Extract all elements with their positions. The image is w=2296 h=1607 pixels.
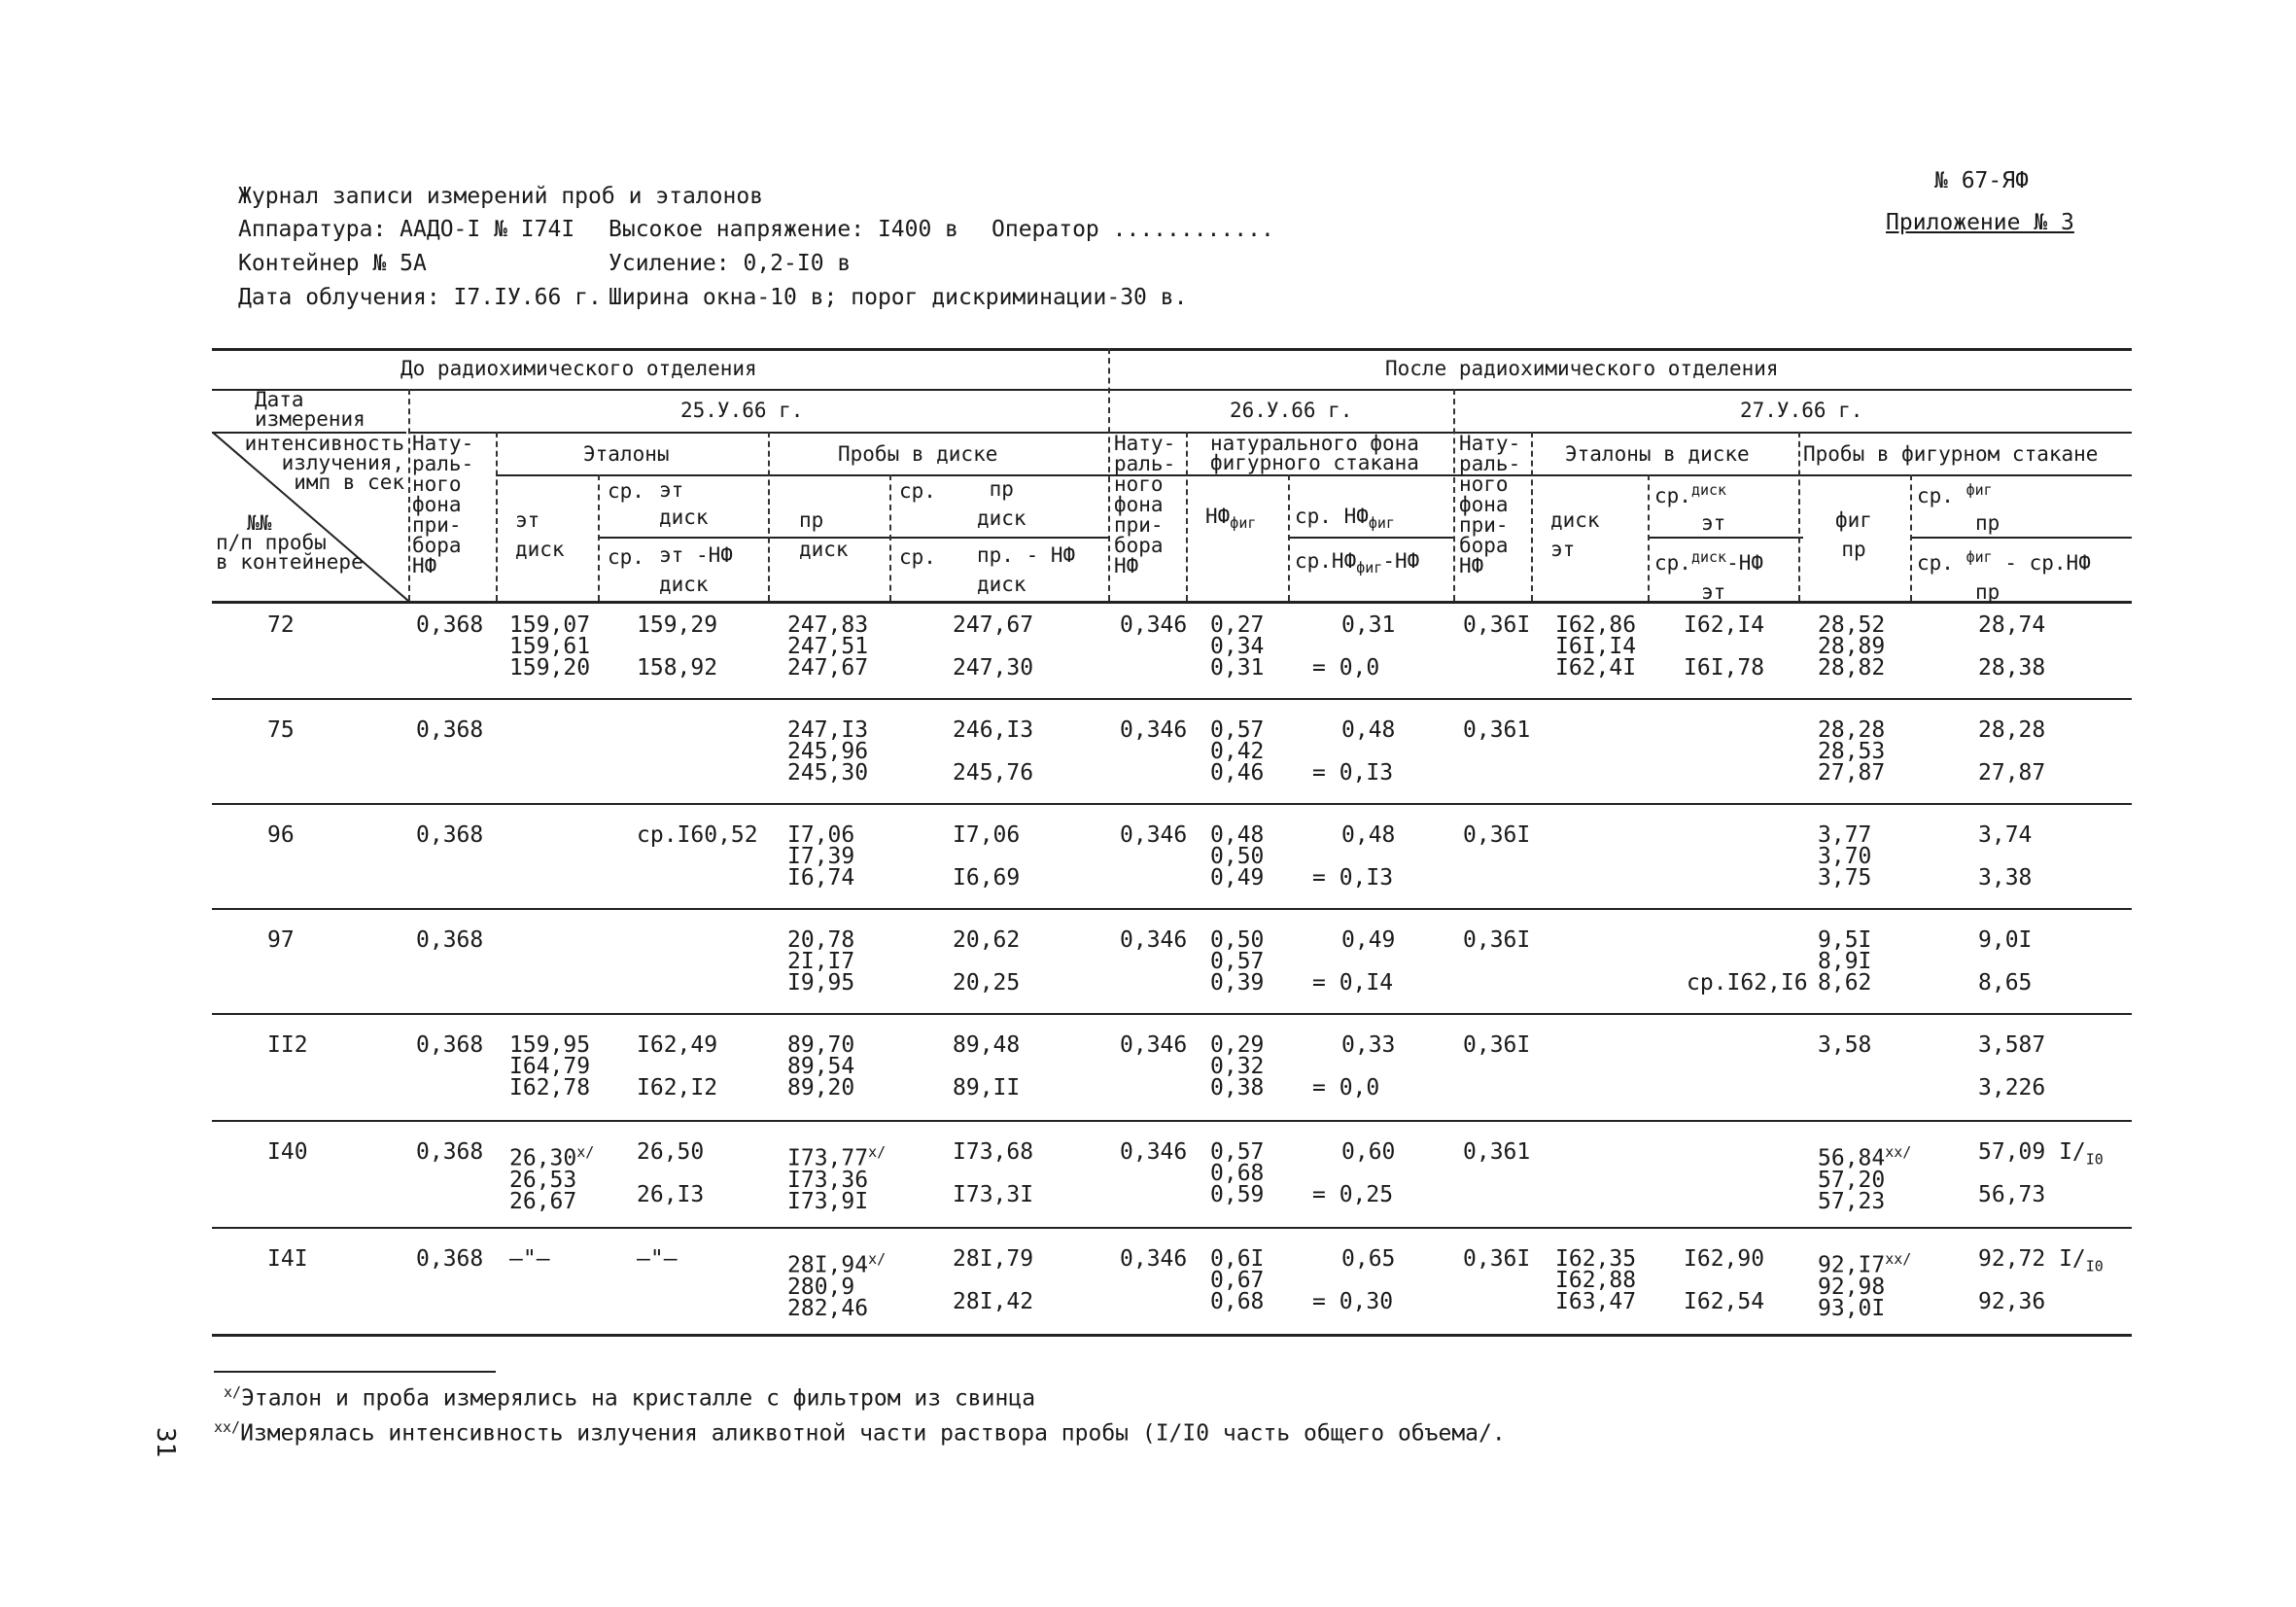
pr-disk-header: пр диск — [799, 508, 849, 561]
probes-disk-header: Пробы в диске — [838, 442, 998, 466]
row-figure-probe-mean: 28,74 — [1978, 612, 2046, 638]
row-probe-disk-measurements — [787, 929, 854, 994]
row-etalon-mean: 26,50 — [637, 1139, 705, 1165]
sr-pr-minus-header: пр. - НФ диск — [977, 543, 1076, 596]
row-figure-probe-measurements — [1818, 929, 1871, 994]
row-figure-probe-mean: 9,0I — [1978, 927, 2033, 953]
row-sample-number: 96 — [267, 822, 295, 848]
sr-pr-minus-sr: ср. — [899, 545, 936, 569]
row-etalon-measurements-value: I64,79 — [509, 1054, 591, 1079]
row-nf-figure-measurements-value: 0,31 — [1210, 655, 1265, 681]
row-probe-disk-measurements-value: 247,I3 — [787, 717, 869, 743]
row-probe-disk-measurements-value: 247,67 — [787, 655, 869, 681]
row-nf-27may: 0,36I — [1463, 612, 1531, 638]
row-nf-figure-measurements-value: 0,57 — [1210, 717, 1265, 743]
row-figure-probe-measurements-value: 3,70 — [1818, 844, 1872, 869]
row-figure-probe-mean-minus-nf: 28,38 — [1978, 655, 2046, 681]
row-probe-disk-mean-minus-nf: 89,II — [953, 1075, 1021, 1100]
sr-nf-fig-header: ср. $НФ_{фиг}$ — [1295, 505, 1395, 533]
row-nf-26may: 0,346 — [1120, 1032, 1188, 1058]
row-figure-probe-measurements-value: 8,9I — [1818, 949, 1872, 974]
date-25-may: 25.У.66 г. — [680, 399, 804, 422]
row-nf-figure-mean-minus-nf: = 0,I3 — [1312, 865, 1394, 891]
row-probe-disk-mean: 28I,79 — [953, 1246, 1034, 1272]
row-nf-figure-measurements-value: 0,50 — [1210, 927, 1265, 953]
row-etalon-mean-minus-nf: 26,I3 — [637, 1182, 705, 1207]
row-probe-disk-measurements-value: 247,83 — [787, 612, 869, 638]
row-figure-probe-mean-minus-nf: 3,226 — [1978, 1075, 2046, 1100]
row-disk-etalon-measurements — [1555, 1248, 1636, 1312]
corner-number-label: №№ п/п пробы в контейнере — [216, 511, 364, 574]
row-nf-figure-mean-minus-nf: = 0,25 — [1312, 1182, 1394, 1207]
row-probe-disk-measurements-value: 89,70 — [787, 1032, 855, 1058]
row-etalon-measurements-value: 159,20 — [509, 655, 591, 681]
corner-date-label: Дата измерения — [255, 388, 365, 431]
row-etalon-measurements-value: 26,53 — [509, 1167, 577, 1193]
row-figure-probe-measurements-value: 57,23 — [1818, 1188, 1886, 1214]
sr-pr-disk-header: пр диск — [977, 477, 1026, 530]
row-nf-figure-measurements-value: 0,68 — [1210, 1161, 1265, 1186]
row-figure-probe-measurements-value: 28,53 — [1818, 739, 1886, 764]
row-figure-probe-measurements-value: 3,77 — [1818, 822, 1872, 848]
row-etalon-mean-minus-nf: I62,I2 — [637, 1075, 718, 1100]
sr-et-minus-sr: ср. — [608, 545, 644, 569]
row-etalon-measurements-value: 159,61 — [509, 634, 591, 659]
row-probe-disk-measurements-value: I9,95 — [787, 970, 855, 996]
row-etalon-measurements-value: $26,30^{х/}$ — [509, 1143, 595, 1171]
row-probe-disk-measurements — [787, 719, 868, 784]
row-nf-27may: 0,36I — [1463, 822, 1531, 848]
row-figure-probe-mean-minus-nf: 56,73 — [1978, 1182, 2046, 1207]
row-etalon-measurements-value: I62,78 — [509, 1075, 591, 1100]
row-nf-27may: 0,36I — [1463, 1246, 1531, 1272]
row-probe-disk-measurements-value: $I73,77^{х/}$ — [787, 1143, 887, 1171]
row-probe-disk-mean-minus-nf: 28I,42 — [953, 1289, 1034, 1314]
row-probe-disk-mean-minus-nf: I6,69 — [953, 865, 1021, 891]
row-sample-number: 97 — [267, 927, 295, 953]
row-figure-probe-mean: 92,72 $I/_{I0}$ — [1978, 1246, 2104, 1275]
row-nf-before: 0,368 — [416, 822, 484, 848]
row-figure-probe-measurements-value: 3,75 — [1818, 865, 1872, 891]
row-nf-figure-measurements-value: 0,46 — [1210, 760, 1265, 786]
row-figure-probe-measurements-value: 93,0I — [1818, 1295, 1886, 1321]
appendix-label: Приложение № 3 — [1886, 210, 2074, 235]
row-nf-before: 0,368 — [416, 1139, 484, 1165]
row-probe-disk-mean-minus-nf: 245,76 — [953, 760, 1034, 786]
row-etalon-mean: I62,49 — [637, 1032, 718, 1058]
row-probe-disk-measurements-value: 280,9 — [787, 1274, 855, 1300]
row-nf-figure-measurements-value: 0,38 — [1210, 1075, 1265, 1100]
row-figure-probe-measurements-value: 28,89 — [1818, 634, 1886, 659]
row-figure-probe-measurements-value: 28,28 — [1818, 717, 1886, 743]
row-figure-probe-measurements-value: 28,82 — [1818, 655, 1886, 681]
row-etalon-measurements-value: 159,07 — [509, 612, 591, 638]
row-disk-etalon-measurements-value: I62,86 — [1555, 612, 1637, 638]
row-probe-disk-mean-minus-nf: I73,3I — [953, 1182, 1034, 1207]
row-probe-disk-measurements-value: 245,96 — [787, 739, 869, 764]
row-probe-disk-mean: 89,48 — [953, 1032, 1021, 1058]
footnote-2: $^{хх/}$Измерялась интенсивность излучения аликвотной части раствора пробы (I/I0 часть общего объема/. — [214, 1418, 1506, 1447]
row-nf-before: 0,368 — [416, 1246, 484, 1272]
row-nf-figure-measurements-value: 0,57 — [1210, 949, 1265, 974]
row-figure-probe-measurements-value: $92,I7^{хх/}$ — [1818, 1250, 1912, 1278]
row-figure-probe-mean-minus-nf: 27,87 — [1978, 760, 2046, 786]
row-nf-figure-mean: 0,48 — [1341, 717, 1396, 743]
date-27-may: 27.У.66 г. — [1740, 399, 1863, 422]
row-probe-disk-mean: 247,67 — [953, 612, 1034, 638]
row-nf-figure-mean-minus-nf: = 0,I4 — [1312, 970, 1394, 996]
row-figure-probe-mean-minus-nf: 3,38 — [1978, 865, 2033, 891]
row-sample-number: I4I — [267, 1246, 308, 1272]
sr-disk-et-minus-header: ср.$^{диск}$-НФ эт — [1654, 548, 1763, 604]
row-etalon-measurements-value: 26,67 — [509, 1188, 577, 1214]
journal-title: Журнал записи измерений проб и эталонов — [238, 184, 764, 209]
row-probe-disk-mean: I7,06 — [953, 822, 1021, 848]
row-disk-etalon-measurements-value: I62,4I — [1555, 655, 1637, 681]
row-nf-figure-measurements-value: 0,59 — [1210, 1182, 1265, 1207]
row-nf-figure-measurements — [1210, 1248, 1264, 1312]
row-etalon-mean: ср.I60,52 — [637, 822, 758, 848]
row-disk-etalon-measurements-value: I6I,I4 — [1555, 634, 1637, 659]
row-sample-number: II2 — [267, 1032, 308, 1058]
row-probe-disk-measurements-value: 247,51 — [787, 634, 869, 659]
row-figure-probe-measurements-value: 8,62 — [1818, 970, 1872, 996]
before-separation: До радиохимического отделения — [400, 357, 757, 380]
row-disk-etalon-measurements-value: I63,47 — [1555, 1289, 1637, 1314]
sr-et-disk-sr: ср. — [608, 479, 644, 503]
corner-intensity-label: интенсивность излучения, имп в сек — [244, 432, 404, 494]
row-probe-disk-measurements-value: 20,78 — [787, 927, 855, 953]
row-disk-etalon-measurements-value: I62,35 — [1555, 1246, 1637, 1272]
row-probe-disk-measurements-value: 245,30 — [787, 760, 869, 786]
row-etalon-measurements — [509, 1034, 590, 1099]
row-nf-figure-measurements-value: 0,68 — [1210, 1289, 1265, 1314]
row-nf-before: 0,368 — [416, 612, 484, 638]
row-nf-figure-measurements — [1210, 1141, 1264, 1205]
row-probe-disk-measurements — [787, 1034, 854, 1099]
row-disk-etalon-measurements-value: I62,88 — [1555, 1268, 1637, 1293]
row-figure-probe-mean: 3,74 — [1978, 822, 2033, 848]
row-probe-disk-measurements-value: I6,74 — [787, 865, 855, 891]
row-disk-etalon-mean: ср.I62,I6 — [1687, 970, 1808, 996]
row-nf-figure-measurements-value: 0,6I — [1210, 1246, 1265, 1272]
row-etalon-mean-minus-nf: 158,92 — [637, 655, 718, 681]
row-nf-figure-mean: 0,49 — [1341, 927, 1396, 953]
row-etalon-measurements — [509, 1248, 550, 1270]
operator-label: Оператор ............ — [991, 217, 1274, 242]
etalons-disk-header: Эталоны в диске — [1565, 442, 1750, 466]
sr-et-disk-header: эт диск — [659, 478, 709, 529]
row-figure-probe-measurements-value: 9,5I — [1818, 927, 1872, 953]
row-nf-figure-measurements — [1210, 929, 1264, 994]
row-etalon-measurements — [509, 614, 590, 679]
row-nf-figure-mean: 0,65 — [1341, 1246, 1396, 1272]
gain-label: Усиление: 0,2-I0 в — [609, 251, 852, 276]
sr-fig-minus-header: ср. $^{фиг}$ - ср.НФ пр — [1917, 548, 2091, 604]
row-disk-etalon-mean: I62,90 — [1684, 1246, 1765, 1272]
sr-disk-et-header: ср.$^{диск}$ эт — [1654, 481, 1727, 535]
row-figure-probe-measurements — [1818, 614, 1885, 679]
apparatus-label: Аппаратура: ААДО-I № I74I — [238, 217, 575, 242]
row-probe-disk-mean: I73,68 — [953, 1139, 1034, 1165]
row-nf-27may: 0,36I — [1463, 1032, 1531, 1058]
sr-nf-fig-minus-header: $ср.НФ_{фиг}-НФ$ — [1295, 549, 1420, 577]
row-figure-probe-mean: 28,28 — [1978, 717, 2046, 743]
row-figure-probe-measurements-value: 27,87 — [1818, 760, 1886, 786]
nf-fig-header: $НФ_{фиг}$ — [1205, 505, 1257, 533]
row-nf-figure-measurements-value: 0,67 — [1210, 1268, 1265, 1293]
row-nf-figure-mean: 0,60 — [1341, 1139, 1396, 1165]
after-separation: После радиохимического отделения — [1385, 357, 1779, 380]
row-probe-disk-measurements — [787, 1141, 886, 1212]
nf-instrument-header-2: Нату- раль- ного фона при- бора НФ — [1114, 432, 1176, 577]
row-nf-27may: 0,361 — [1463, 717, 1531, 743]
row-probe-disk-measurements-value: 2I,I7 — [787, 949, 855, 974]
row-nf-26may: 0,346 — [1120, 927, 1188, 953]
row-probe-disk-measurements — [787, 614, 868, 679]
row-nf-figure-mean: 0,31 — [1341, 612, 1396, 638]
row-probe-disk-measurements-value: I7,06 — [787, 822, 855, 848]
row-figure-probe-measurements — [1818, 719, 1885, 784]
row-sample-number: 75 — [267, 717, 295, 743]
row-figure-probe-measurements-value: $56,84^{хх/}$ — [1818, 1143, 1912, 1171]
row-figure-probe-measurements-value: 92,98 — [1818, 1274, 1886, 1300]
row-figure-probe-measurements — [1818, 1248, 1911, 1319]
row-probe-disk-measurements-value: I7,39 — [787, 844, 855, 869]
row-nf-figure-measurements-value: 0,34 — [1210, 634, 1265, 659]
row-nf-figure-mean-minus-nf: = 0,I3 — [1312, 760, 1394, 786]
et-disk-header: эт диск — [515, 508, 565, 561]
row-nf-figure-measurements-value: 0,49 — [1210, 865, 1265, 891]
nf-instrument-header-1: Нату- раль- ного фона при- бора НФ — [412, 432, 474, 577]
row-etalon-measurements-value: –"– — [509, 1246, 550, 1272]
sr-fig-pr-header: ср. $^{фиг}$ пр — [1917, 481, 2000, 535]
row-nf-27may: 0,36I — [1463, 927, 1531, 953]
row-nf-figure-measurements — [1210, 614, 1264, 679]
row-probe-disk-measurements-value: I73,9I — [787, 1188, 869, 1214]
sr-et-minus-header: эт -НФ диск — [659, 543, 733, 596]
row-nf-figure-mean: 0,33 — [1341, 1032, 1396, 1058]
row-nf-figure-measurements — [1210, 1034, 1264, 1099]
window-threshold: Ширина окна-10 в; порог дискриминации-30 в. — [609, 285, 1188, 310]
row-probe-disk-measurements-value: 282,46 — [787, 1295, 869, 1321]
row-figure-probe-mean: 3,587 — [1978, 1032, 2046, 1058]
row-figure-probe-measurements-value: 3,58 — [1818, 1032, 1872, 1058]
row-etalon-measurements-value: 159,95 — [509, 1032, 591, 1058]
row-figure-probe-mean: 57,09 $I/_{I0}$ — [1978, 1139, 2104, 1169]
row-disk-etalon-mean: I62,I4 — [1684, 612, 1765, 638]
row-nf-figure-measurements-value: 0,39 — [1210, 970, 1265, 996]
row-figure-probe-mean-minus-nf: 8,65 — [1978, 970, 2033, 996]
row-probe-disk-measurements — [787, 824, 854, 889]
row-sample-number: 72 — [267, 612, 295, 638]
row-figure-probe-measurements — [1818, 1141, 1911, 1212]
row-figure-probe-measurements — [1818, 1034, 1871, 1056]
row-nf-figure-measurements-value: 0,32 — [1210, 1054, 1265, 1079]
footnote-1: $^{х/}$Эталон и проба измерялись на кристалле с фильтром из свинца — [224, 1383, 1036, 1412]
row-nf-before: 0,368 — [416, 1032, 484, 1058]
row-probe-disk-mean: 20,62 — [953, 927, 1021, 953]
nf-figure-glass-header: натурального фона фигурного стакана — [1210, 432, 1419, 474]
row-probe-disk-mean: 246,I3 — [953, 717, 1034, 743]
probes-figure-header: Пробы в фигурном стакане — [1803, 442, 2099, 466]
row-disk-etalon-measurements — [1555, 614, 1636, 679]
voltage-label: Высокое напряжение: I400 в — [609, 217, 959, 242]
nf-instrument-header-3: Нату- раль- ного фона при- бора НФ — [1459, 432, 1521, 577]
row-sample-number: I40 — [267, 1139, 308, 1165]
row-probe-disk-measurements — [787, 1248, 886, 1319]
row-probe-disk-measurements-value: 89,20 — [787, 1075, 855, 1100]
date-26-may: 26.У.66 г. — [1230, 399, 1353, 422]
row-nf-26may: 0,346 — [1120, 717, 1188, 743]
disk-et-header: диск эт — [1550, 508, 1600, 561]
row-nf-27may: 0,361 — [1463, 1139, 1531, 1165]
row-nf-figure-measurements — [1210, 719, 1264, 784]
row-nf-26may: 0,346 — [1120, 612, 1188, 638]
row-figure-probe-mean-minus-nf: 92,36 — [1978, 1289, 2046, 1314]
row-nf-figure-measurements-value: 0,29 — [1210, 1032, 1265, 1058]
row-disk-etalon-mean-minus-nf: I6I,78 — [1684, 655, 1765, 681]
row-nf-figure-measurements — [1210, 824, 1264, 889]
row-figure-probe-measurements-value: 28,52 — [1818, 612, 1886, 638]
row-nf-figure-mean: 0,48 — [1341, 822, 1396, 848]
row-probe-disk-mean-minus-nf: 247,30 — [953, 655, 1034, 681]
page-number: 31 — [151, 1427, 180, 1458]
row-disk-etalon-mean-minus-nf: I62,54 — [1684, 1289, 1765, 1314]
row-etalon-mean: 159,29 — [637, 612, 718, 638]
container-label: Контейнер № 5А — [238, 251, 427, 276]
row-etalon-mean: –"– — [637, 1246, 678, 1272]
row-nf-figure-measurements-value: 0,27 — [1210, 612, 1265, 638]
irradiation-date: Дата облучения: I7.IУ.66 г. — [238, 285, 602, 310]
row-nf-figure-measurements-value: 0,42 — [1210, 739, 1265, 764]
row-figure-probe-measurements — [1818, 824, 1871, 889]
row-nf-figure-measurements-value: 0,48 — [1210, 822, 1265, 848]
row-etalon-measurements — [509, 1141, 594, 1212]
row-nf-before: 0,368 — [416, 927, 484, 953]
row-nf-figure-measurements-value: 0,57 — [1210, 1139, 1265, 1165]
row-probe-disk-measurements-value: $28I,94^{х/}$ — [787, 1250, 887, 1278]
row-nf-before: 0,368 — [416, 717, 484, 743]
row-probe-disk-measurements-value: I73,36 — [787, 1167, 869, 1193]
row-nf-figure-measurements-value: 0,50 — [1210, 844, 1265, 869]
row-nf-figure-mean-minus-nf: = 0,30 — [1312, 1289, 1394, 1314]
row-probe-disk-measurements-value: 89,54 — [787, 1054, 855, 1079]
row-nf-26may: 0,346 — [1120, 1246, 1188, 1272]
row-nf-figure-mean-minus-nf: = 0,0 — [1312, 655, 1380, 681]
etalons-header: Эталоны — [583, 442, 670, 466]
row-nf-26may: 0,346 — [1120, 1139, 1188, 1165]
document-number: № 67-ЯФ — [1934, 168, 2029, 193]
row-nf-26may: 0,346 — [1120, 822, 1188, 848]
row-probe-disk-mean-minus-nf: 20,25 — [953, 970, 1021, 996]
fig-pr-header: фиг пр — [1835, 508, 1872, 561]
row-nf-figure-mean-minus-nf: = 0,0 — [1312, 1075, 1380, 1100]
row-figure-probe-measurements-value: 57,20 — [1818, 1167, 1886, 1193]
sr-pr-disk-sr: ср. — [899, 479, 936, 503]
